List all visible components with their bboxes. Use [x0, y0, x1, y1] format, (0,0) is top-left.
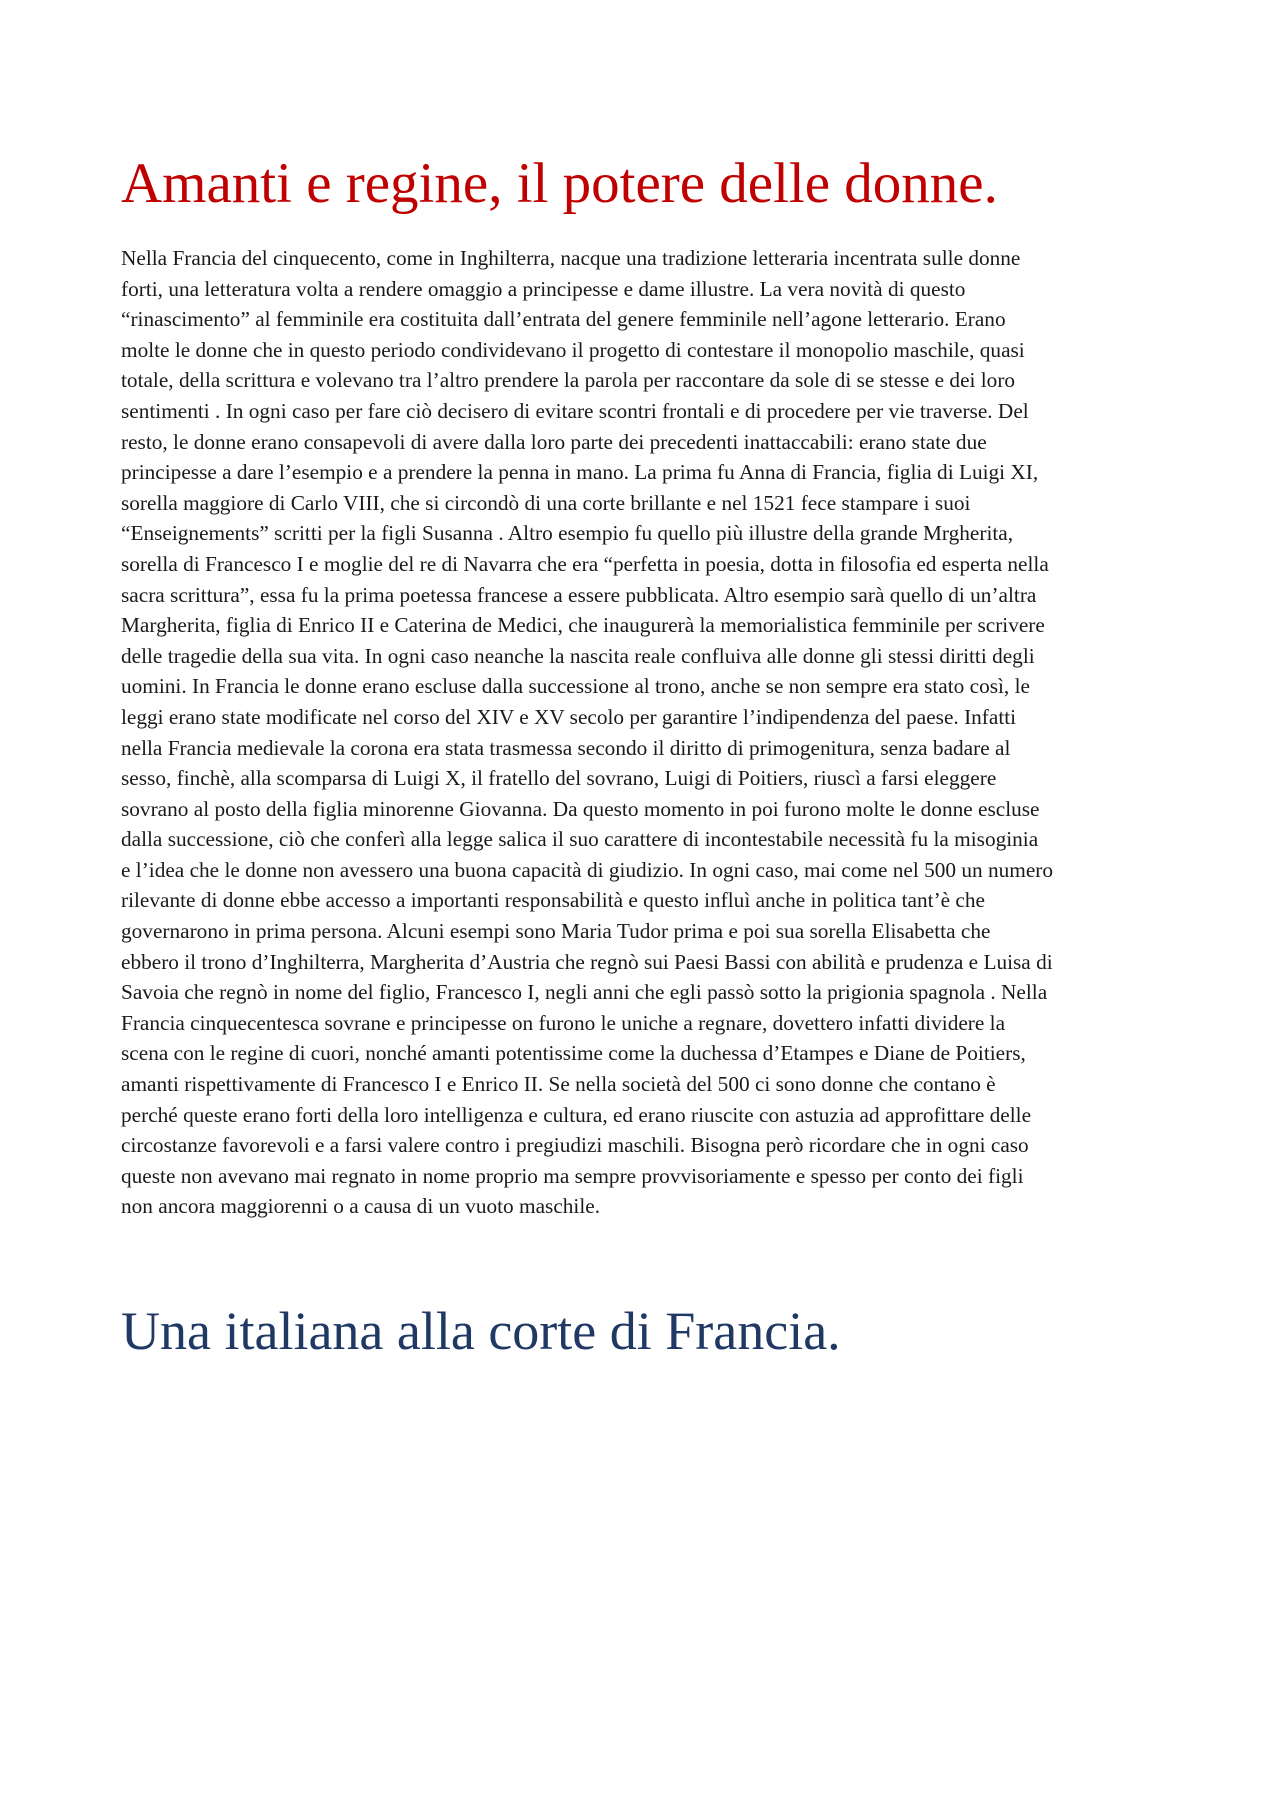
paragraph-line: forti, una letteratura volta a rendere omaggio a principesse e dame illustre. La vera novità di questo [121, 276, 966, 301]
paragraph-line: sorella di Francesco I e moglie del re di Navarra che era “perfetta in poesia, dotta in filosofia ed esperta nella [121, 551, 1049, 576]
paragraph-line: scena con le regine di cuori, nonché amanti potentissime come la duchessa d’Etampes e Diane de Poitiers, [121, 1041, 1026, 1066]
paragraph-line: delle tragedie della sua vita. In ogni caso neanche la nascita reale confluiva alle donne gli stessi diritti degli [121, 643, 1035, 668]
paragraph-line: uomini. In Francia le donne erano escluse dalla successione al trono, anche se non sempre era stato così, le [121, 674, 1030, 699]
paragraph-line: perché queste erano forti della loro intelligenza e cultura, ed erano riuscite con astuzia ad approfittare delle [121, 1102, 1032, 1127]
paragraph-line: nella Francia medievale la corona era stata trasmessa secondo il diritto di primogenitura, senza badare al [121, 735, 1011, 760]
paragraph-line: Francia cinquecentesca sovrane e principesse on furono le uniche a regnare, dovettero infatti dividere la [121, 1010, 1006, 1035]
paragraph-line: amanti rispettivamente di Francesco I e Enrico II. Se nella società del 500 ci sono donne che contano è [121, 1072, 996, 1097]
section-title-una-italiana: Una italiana alla corte di Francia. [121, 1301, 841, 1361]
paragraph-line: governarono in prima persona. Alcuni esempi sono Maria Tudor prima e poi sua sorella Elisabetta che [121, 919, 991, 944]
paragraph-line: Nella Francia del cinquecento, come in Inghilterra, nacque una tradizione letteraria incentrata sulle donne [121, 246, 1021, 270]
paragraph-line: Margherita, figlia di Enrico II e Caterina de Medici, che inaugurerà la memorialistica femminile per scrivere [121, 613, 1045, 638]
paragraph-line: sentimenti . In ogni caso per fare ciò decisero di evitare scontri frontali e di procedere per vie traverse. Del [121, 398, 1029, 423]
paragraph-line: “Enseignements” scritti per la figli Susanna . Altro esempio fu quello più illustre della grande Mrgherita, [121, 521, 1014, 546]
paragraph-line: principesse a dare l’esempio e a prendere la penna in mano. La prima fu Anna di Francia, figlia di Luigi XI, [121, 460, 1039, 485]
paragraph-line: leggi erano state modificate nel corso del XIV e XV secolo per garantire l’indipendenza del paese. Infatti [121, 704, 1017, 729]
paragraph-line: resto, le donne erano consapevoli di avere dalla loro parte dei precedenti inattaccabili: erano state due [121, 429, 987, 454]
section-title-amanti-e-regine: Amanti e regine, il potere delle donne. [121, 152, 998, 215]
paragraph-line: molte le donne che in questo periodo condividevano il progetto di contestare il monopolio maschile, quasi [121, 337, 1025, 362]
paragraph-line: sovrano al posto della figlia minorenne Giovanna. Da questo momento in poi furono molte le donne escluse [121, 796, 1040, 821]
paragraph-line: rilevante di donne ebbe accesso a importanti responsabilità e questo influì anche in politica tant’è che [121, 888, 985, 913]
paragraph-line: ebbero il trono d’Inghilterra, Margherita d’Austria che regnò sui Paesi Bassi con abilità e prudenza e Luisa di [121, 949, 1053, 974]
paragraph-line: “rinascimento” al femminile era costituita dall’entrata del genere femminile nell’agone letterario. Erano [121, 307, 1006, 332]
paragraph-line: queste non avevano mai regnato in nome proprio ma sempre provvisoriamente e spesso per conto dei figli [121, 1163, 1024, 1188]
paragraph-line: e l’idea che le donne non avessero una buona capacità di giudizio. In ogni caso, mai come nel 500 un numero [121, 857, 1054, 882]
paragraph-line: Savoia che regnò in nome del figlio, Francesco I, negli anni che egli passò sotto la prigionia spagnola . Nella [121, 980, 1048, 1005]
paragraph-line: sorella maggiore di Carlo VIII, che si circondò di una corte brillante e nel 1521 fece stampare i suoi [121, 490, 971, 515]
body-paragraph [121, 243, 1161, 1222]
paragraph-line: non ancora maggiorenni o a causa di un vuoto maschile. [121, 1194, 601, 1219]
paragraph-line: dalla successione, ciò che conferì alla legge salica il suo carattere di incontestabile necessità fu la misoginia [121, 827, 1039, 852]
paragraph-line: sesso, finchè, alla scomparsa di Luigi X, il fratello del sovrano, Luigi di Poitiers, riuscì a farsi eleggere [121, 766, 997, 791]
paragraph-line: circostanze favorevoli e a farsi valere contro i pregiudizi maschili. Bisogna però ricordare che in ogni caso [121, 1133, 1029, 1158]
paragraph-line: totale, della scrittura e volevano tra l’altro prendere la parola per raccontare da sole di se stesse e dei loro [121, 368, 1016, 393]
paragraph-line: sacra scrittura”, essa fu la prima poetessa francese a essere pubblicata. Altro esempio sarà quello di un’altra [121, 582, 1037, 607]
